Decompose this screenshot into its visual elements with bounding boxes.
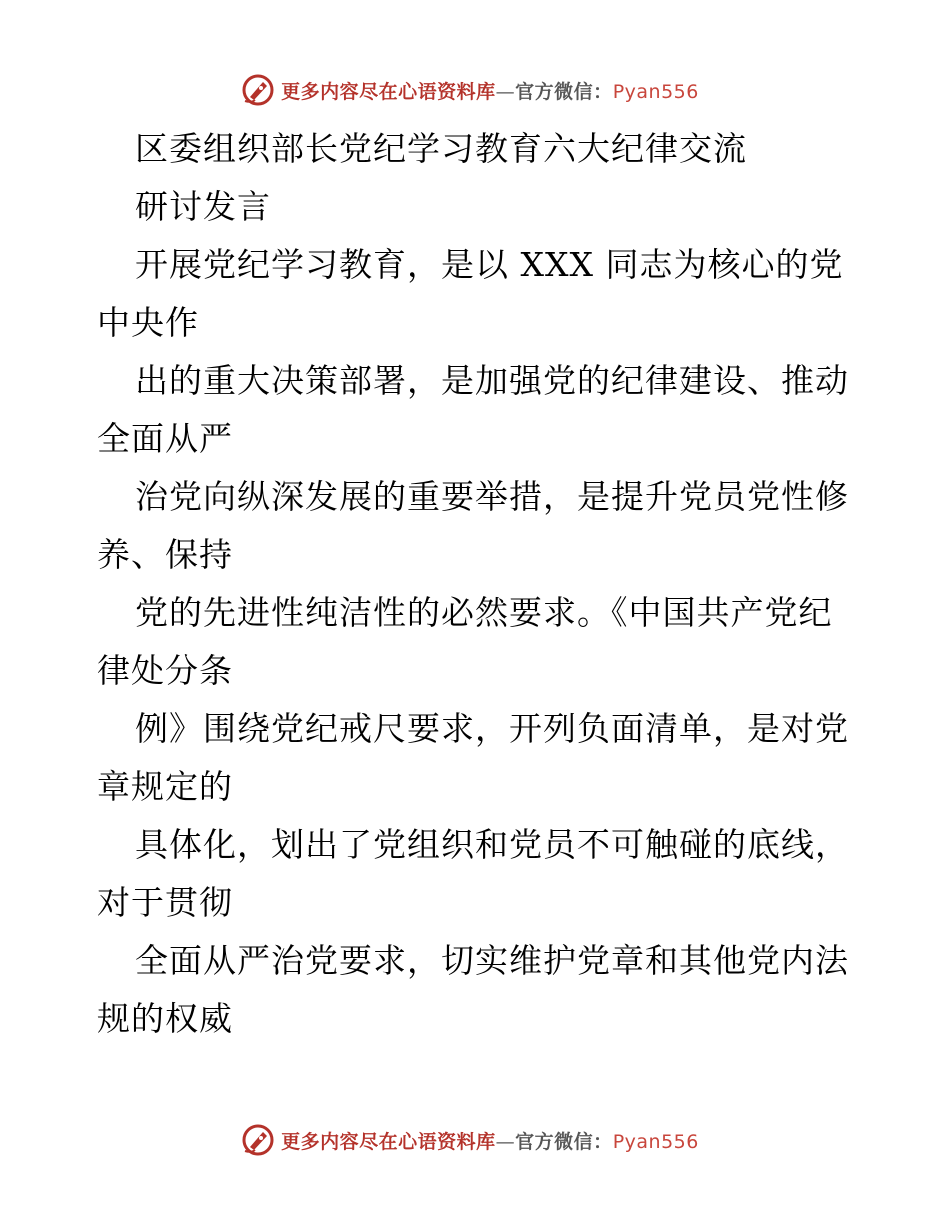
doc-line: 具体化，划出了党组织和党员不可触碰的底线，	[135, 825, 849, 864]
doc-line: 例》围绕党纪戒尺要求，开列负面清单，是对党	[135, 709, 849, 748]
doc-line: 章规定的	[97, 767, 233, 806]
doc-line: 开展党纪学习教育，是以 XXX 同志为核心的党	[135, 245, 844, 284]
footer-banner-content	[241, 1123, 699, 1157]
banner-lead: 更多内容尽在心语资料库	[281, 1130, 496, 1153]
doc-line: 研讨发言	[135, 187, 271, 226]
header-banner-content	[241, 73, 699, 107]
banner-separator: —	[495, 1130, 516, 1153]
footer-banner	[0, 1120, 950, 1160]
header-banner	[0, 70, 950, 110]
pen-nib-logo-icon	[241, 73, 275, 107]
doc-line: 中央作	[97, 303, 199, 342]
doc-line: 治党向纵深发展的重要举措，是提升党员党性修	[135, 477, 849, 516]
doc-line: 全面从严	[97, 419, 233, 458]
banner-text	[281, 1127, 699, 1154]
banner-wechat-id: Pyan556	[612, 1130, 699, 1153]
banner-wechat-label: 官方微信：	[515, 1130, 613, 1153]
banner-text	[281, 77, 699, 104]
doc-line: 全面从严治党要求，切实维护党章和其他党内法	[135, 941, 849, 980]
banner-wechat-id: Pyan556	[612, 80, 699, 103]
doc-line: 规的权威	[97, 999, 233, 1038]
doc-line: 出的重大决策部署，是加强党的纪律建设、推动	[135, 361, 849, 400]
pen-nib-logo-icon	[241, 1123, 275, 1157]
doc-line: 对于贯彻	[97, 883, 233, 922]
banner-wechat-label: 官方微信：	[515, 80, 613, 103]
doc-line: 养、保持	[97, 535, 233, 574]
doc-line: 区委组织部长党纪学习教育六大纪律交流	[135, 129, 747, 168]
banner-separator: —	[495, 80, 516, 103]
doc-line: 律处分条	[97, 651, 233, 690]
doc-line: 党的先进性纯洁性的必然要求。《中国共产党纪	[135, 593, 833, 632]
banner-lead: 更多内容尽在心语资料库	[281, 80, 496, 103]
document-body	[97, 120, 857, 1048]
